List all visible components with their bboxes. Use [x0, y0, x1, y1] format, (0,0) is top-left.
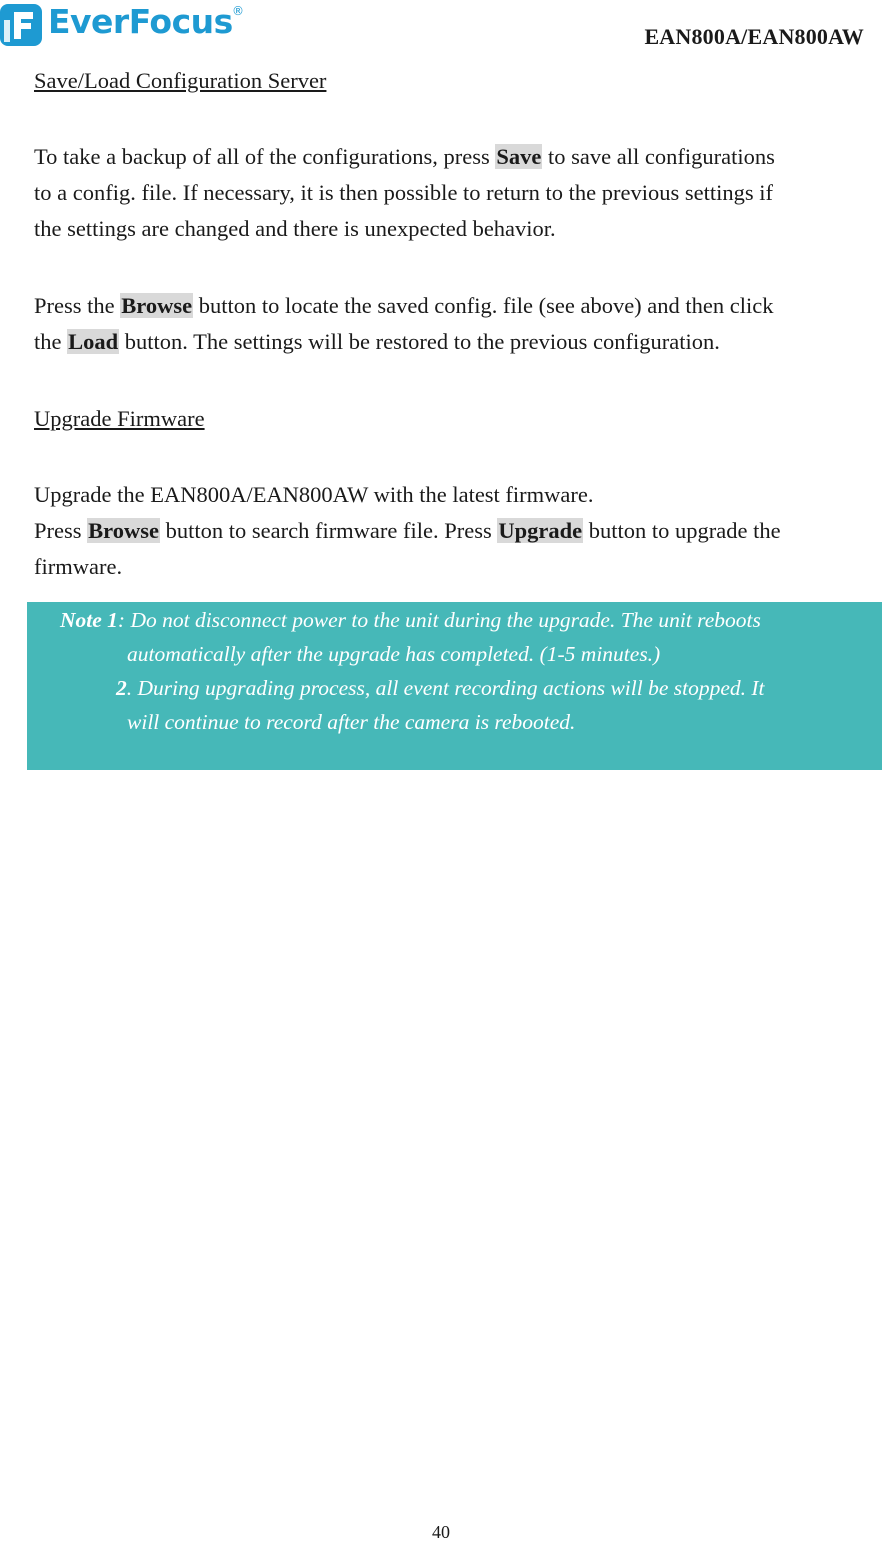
save-button-label: Save	[496, 144, 542, 169]
save-paragraph	[34, 139, 775, 247]
note-label: Note 1	[60, 608, 118, 632]
text: Press	[34, 518, 88, 543]
everfocus-logo	[0, 2, 250, 50]
text: button to locate the saved config. file (see above) and then click	[193, 293, 774, 318]
registered-mark: ®	[232, 4, 244, 18]
text: Upgrade the EAN800A/EAN800AW with the latest firmware.	[34, 482, 594, 507]
note-box	[27, 602, 882, 770]
text: to save all configurations	[542, 144, 775, 169]
note-line-2: automatically after the upgrade has completed. (1-5 minutes.)	[127, 642, 661, 666]
load-paragraph	[34, 288, 774, 360]
text: to a config. file. If necessary, it is then possible to return to the previous settings if	[34, 180, 773, 205]
upgrade-button-label: Upgrade	[498, 518, 583, 543]
browse-button-label: Browse	[88, 518, 159, 543]
text: button to upgrade the	[583, 518, 781, 543]
logo-text: EverFocus	[48, 2, 233, 41]
text: To take a backup of all of the configurations, press	[34, 144, 496, 169]
everfocus-logo-icon	[0, 2, 44, 48]
browse-button-label: Browse	[121, 293, 193, 318]
text: button to search firmware file. Press	[159, 518, 498, 543]
note-text: : Do not disconnect power to the unit during the upgrade. The unit reboots	[117, 608, 761, 632]
load-button-label: Load	[68, 329, 119, 354]
text: the settings are changed and there is unexpected behavior.	[34, 216, 556, 241]
note-line-1	[60, 608, 761, 633]
upgrade-paragraph	[34, 477, 781, 585]
model-header: EAN800A/EAN800AW	[644, 24, 864, 49]
section-title-upgrade: Upgrade Firmware	[34, 406, 205, 431]
note-text: . During upgrading process, all event recording actions will be stopped. It	[126, 676, 765, 700]
section-title-save-load: Save/Load Configuration Server	[34, 68, 327, 93]
text: button. The settings will be restored to the previous configuration.	[119, 329, 720, 354]
text: firmware.	[34, 554, 123, 579]
text: the	[34, 329, 68, 354]
note-label-2: 2	[116, 676, 127, 700]
note-line-3	[116, 676, 765, 701]
page-number: 40	[432, 1522, 450, 1542]
text: Press the	[34, 293, 121, 318]
note-line-4: will continue to record after the camera is rebooted.	[127, 710, 576, 734]
